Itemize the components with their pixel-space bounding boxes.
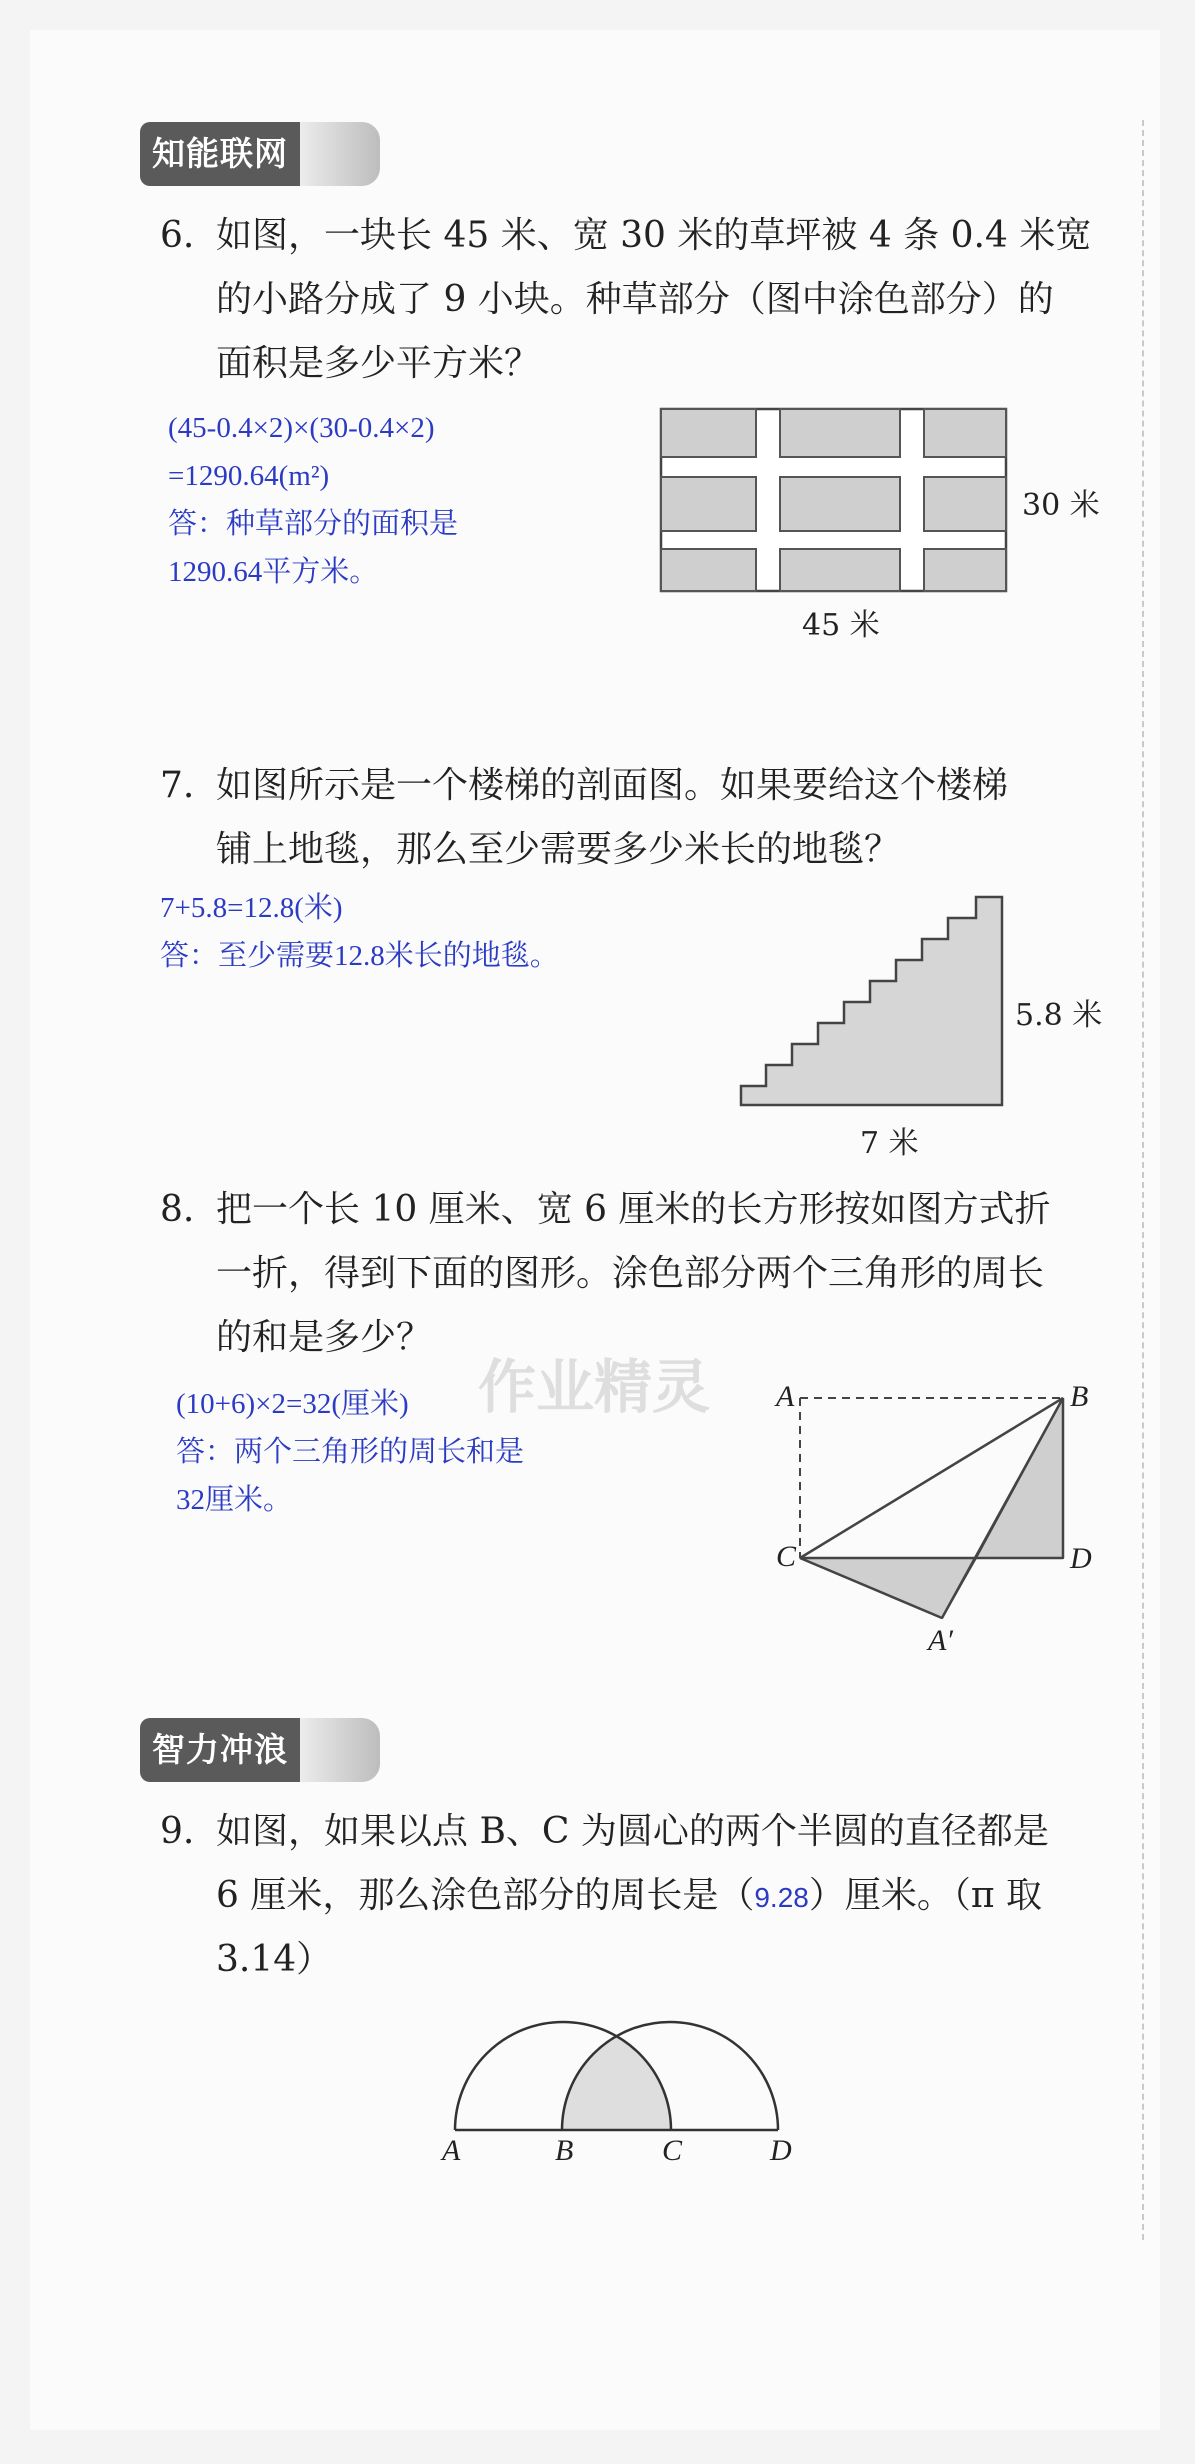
staircase-profile xyxy=(741,897,1002,1105)
lawn-patch-7 xyxy=(661,549,756,591)
lawn-patch-3 xyxy=(924,409,1006,457)
q7-number: 7. xyxy=(160,765,195,806)
shaded-triangle-left xyxy=(800,1558,976,1618)
q8-line-2: 一折，得到下面的图形。涂色部分两个三角形的周长 xyxy=(216,1253,1045,1294)
q8-point-b: B xyxy=(1070,1380,1089,1413)
q9-number: 9. xyxy=(160,1811,195,1852)
q9-point-b: B xyxy=(555,2134,574,2167)
watermark: 作业精灵 xyxy=(478,1353,711,1421)
q8-answer-3: 32厘米。 xyxy=(176,1484,293,1516)
q8-answer-2: 答：两个三角形的周长和是 xyxy=(176,1436,525,1468)
q9-line-2 xyxy=(216,1864,1042,1930)
q8-point-c: C xyxy=(776,1540,797,1573)
q6-width-label: 45 米 xyxy=(802,608,880,643)
q8-point-d: D xyxy=(1070,1542,1092,1575)
q9-line-2-tail: ）厘米。（π 取 xyxy=(808,1875,1042,1916)
q9-point-a: A xyxy=(442,2134,461,2167)
fold-diagram xyxy=(800,1390,1080,1650)
q9-line-3: 3.14） xyxy=(216,1939,333,1980)
lawn-patch-4 xyxy=(661,477,756,531)
margin-divider xyxy=(1142,120,1144,2240)
semicircle-diagram xyxy=(440,2010,800,2150)
q8-number: 8. xyxy=(160,1189,195,1230)
section-tag-knowledge xyxy=(140,122,380,186)
lawn-patch-8 xyxy=(780,549,900,591)
q6-line-1: 如图，一块长 45 米、宽 30 米的草坪被 4 条 0.4 米宽 xyxy=(216,215,1092,256)
q7-height-label: 5.8 米 xyxy=(1015,998,1103,1033)
q7-width-label: 7 米 xyxy=(860,1126,919,1161)
q6-height-label: 30 米 xyxy=(1022,488,1100,523)
q8-point-a-prime: A′ xyxy=(928,1624,953,1657)
q6-answer-2: =1290.64(m²) xyxy=(168,460,330,492)
lawn-patch-1 xyxy=(661,409,756,457)
q6-answer-1: (45-0.4×2)×(30-0.4×2) xyxy=(168,412,435,444)
q7-answer-1: 7+5.8=12.8(米) xyxy=(160,892,343,924)
q6-answer-3: 答：种草部分的面积是 xyxy=(168,508,459,540)
q8-line-1: 把一个长 10 厘米、宽 6 厘米的长方形按如图方式折 xyxy=(216,1189,1051,1230)
section-title: 知能联网 xyxy=(140,122,300,186)
q9-line-1: 如图，如果以点 B、C 为圆心的两个半圆的直径都是 xyxy=(216,1811,1049,1852)
lawn-diagram xyxy=(660,408,1020,598)
q9-line-2-text: 6 厘米，那么涂色部分的周长是（ xyxy=(216,1875,755,1916)
q6-line-2: 的小路分成了 9 小块。种草部分（图中涂色部分）的 xyxy=(216,279,1054,320)
q9-answer-blank: 9.28 xyxy=(754,1882,809,1913)
tag-tail xyxy=(300,1718,380,1782)
q6-answer-4: 1290.64平方米。 xyxy=(168,556,379,588)
q8-answer-1: (10+6)×2=32(厘米) xyxy=(176,1388,409,1420)
q9-point-d: D xyxy=(770,2134,792,2167)
q7-line-1: 如图所示是一个楼梯的剖面图。如果要给这个楼梯 xyxy=(216,765,1009,806)
lawn-patch-6 xyxy=(924,477,1006,531)
q7-answer-2: 答：至少需要12.8米长的地毯。 xyxy=(160,940,559,972)
lawn-patch-5 xyxy=(780,477,900,531)
section-tag-challenge xyxy=(140,1718,380,1782)
section-title: 智力冲浪 xyxy=(140,1718,300,1782)
q9-point-c: C xyxy=(662,2134,683,2167)
q7-line-2: 铺上地毯，那么至少需要多少米长的地毯？ xyxy=(216,829,901,870)
q8-point-a: A xyxy=(776,1380,795,1413)
staircase-diagram xyxy=(740,893,1010,1113)
tag-tail xyxy=(300,122,380,186)
lawn-patch-2 xyxy=(780,409,900,457)
q6-number: 6. xyxy=(160,215,195,256)
q6-line-3: 面积是多少平方米？ xyxy=(216,343,541,384)
q8-line-3: 的和是多少？ xyxy=(216,1317,433,1358)
lawn-patch-9 xyxy=(924,549,1006,591)
